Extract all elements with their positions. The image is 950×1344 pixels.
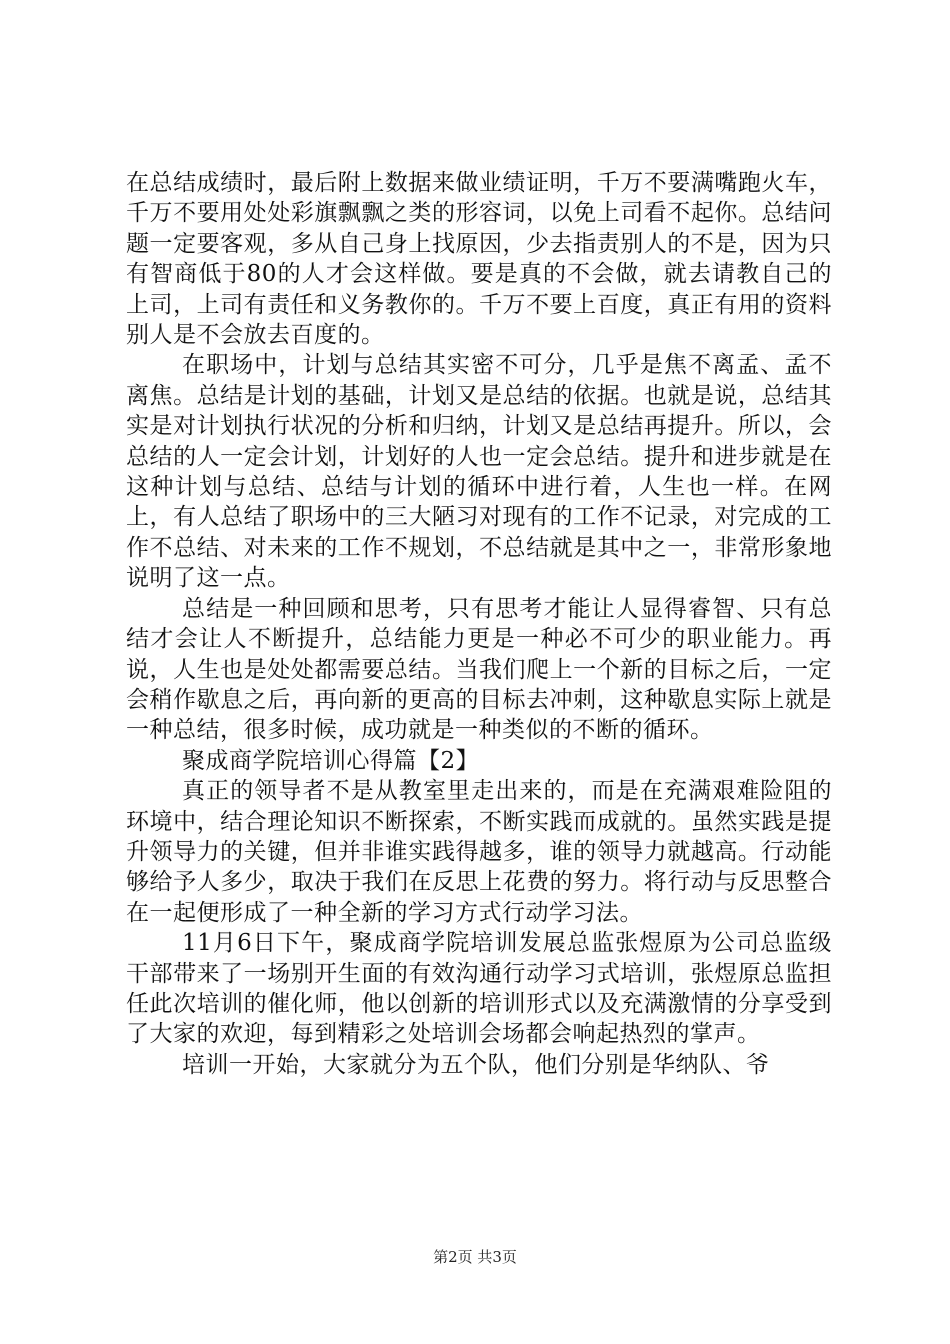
page-number: 第2页 共3页 <box>433 1248 517 1266</box>
document-body <box>126 168 832 1080</box>
section-heading: 聚成商学院培训心得篇【2】 <box>182 747 480 774</box>
paragraph-6: 培训一开始，大家就分为五个队，他们分别是华纳队、爷 <box>182 1051 770 1078</box>
paragraph-5: 11月6日下午，聚成商学院培训发展总监张煜原为公司总监级干部带来了一场别开生面的有效沟通行动学习式培训，张煜原总监担任此次培训的催化师，他以创新的培训形式以及充满激情的分享受到了大家的欢迎，每到精彩之处培训会场都会响起热烈的掌声。 <box>126 930 832 1048</box>
page-footer <box>0 1246 950 1267</box>
paragraph-3: 总结是一种回顾和思考，只有思考才能让人显得睿智、只有总结才会让人不断提升，总结能力更是一种必不可少的职业能力。再说，人生也是处处都需要总结。当我们爬上一个新的目标之后，一定会稍作歇息之后，再向新的更高的目标去冲刺，这种歇息实际上就是一种总结，很多时候，成功就是一种类似的不断的循环。 <box>126 595 832 744</box>
paragraph-4: 真正的领导者不是从教室里走出来的，而是在充满艰难险阻的环境中，结合理论知识不断探索，不断实践而成就的。虽然实践是提升领导力的关键，但并非谁实践得越多，谁的领导力就越高。行动能够给予人多少，取决于我们在反思上花费的努力。将行动与反思整合在一起便形成了一种全新的学习方式行动学习法。 <box>126 778 832 926</box>
paragraph-2: 在职场中，计划与总结其实密不可分，几乎是焦不离孟、孟不离焦。总结是计划的基础，计划又是总结的依据。也就是说，总结其实是对计划执行状况的分析和归纳，计划又是总结再提升。所以，会总结的人一定会计划，计划好的人也一定会总结。提升和进步就是在这种计划与总结、总结与计划的循环中进行着，人生也一样。在网上，有人总结了职场中的三大陋习对现有的工作不记录，对完成的工作不总结、对未来的工作不规划，不总结就是其中之一，非常形象地说明了这一点。 <box>126 352 832 592</box>
paragraph-1: 在总结成绩时，最后附上数据来做业绩证明，千万不要满嘴跑火车，千万不要用处处彩旗飘飘之类的形容词，以免上司看不起你。总结问题一定要客观，多从自己身上找原因，少去指责别人的不是，因为只有智商低于80的人才会这样做。要是真的不会做，就去请教自己的上司，上司有责任和义务教你的。千万不要上百度，真正有用的资料别人是不会放去百度的。 <box>126 170 832 349</box>
